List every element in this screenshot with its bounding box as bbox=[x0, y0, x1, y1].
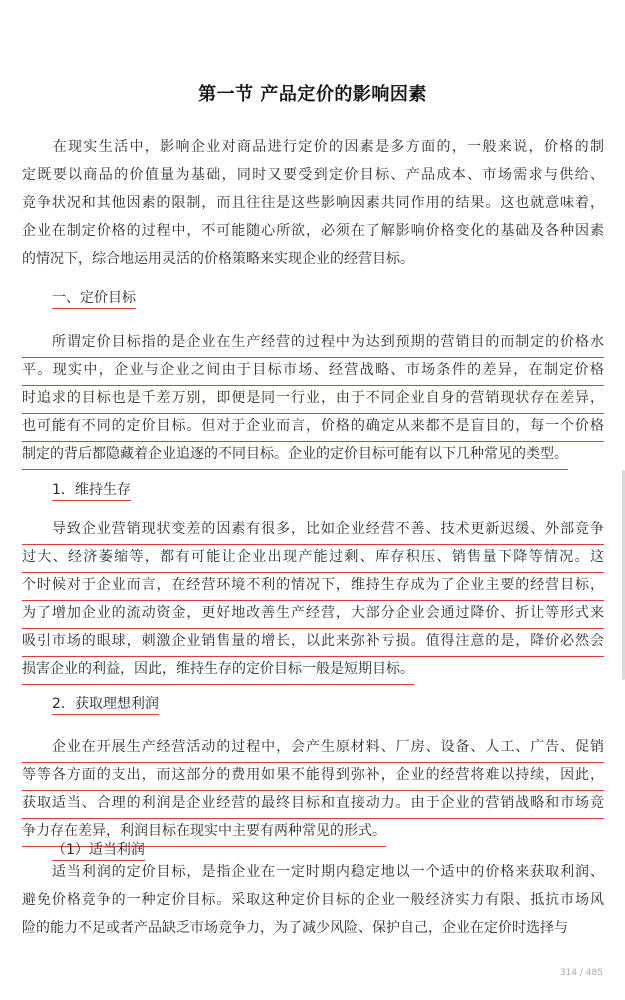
text-line-content: 竞争状况和其他因素的限制，而且往往是这些影响因素共同作用的结果。这也就意味着， bbox=[22, 195, 604, 211]
text-line bbox=[22, 384, 604, 412]
text-line-content: 定既要以商品的价值量为基础，同时又要受到定价目标、产品成本、市场需求与供给、 bbox=[22, 167, 604, 183]
text-line-content: 争力存在差异，利润目标在现实中主要有两种常见的形式。 bbox=[22, 817, 386, 847]
ideal-profit-paragraph bbox=[22, 733, 604, 845]
text-line bbox=[22, 655, 604, 683]
text-line-content: 时追求的目标也是千差万别，即便是同一行业，由于不同企业自身的营销现状存在差异， bbox=[22, 384, 604, 414]
text-line bbox=[22, 217, 604, 245]
text-line bbox=[22, 356, 604, 384]
text-line bbox=[22, 543, 604, 571]
text-line bbox=[22, 571, 604, 599]
text-line-content: 平。现实中，企业与企业之间由于目标市场、经营战略、市场条件的差异，在制定价格 bbox=[22, 356, 604, 386]
text-line-content: 吸引市场的眼球，刺激企业销售量的增长，以此来弥补亏损。值得注意的是，降价必然会 bbox=[22, 627, 604, 657]
subheading-label: 2．获取理想利润 bbox=[52, 696, 159, 715]
text-line bbox=[22, 440, 604, 468]
intro-paragraph bbox=[22, 133, 604, 273]
subheading-label: 1．维持生存 bbox=[52, 482, 131, 501]
text-line bbox=[22, 627, 604, 655]
text-line bbox=[22, 761, 604, 789]
text-line-content: 险的能力不足或者产品缺乏市场竞争力，为了减少风险、保护自己，企业在定价时选择与 bbox=[22, 920, 568, 936]
page-indicator: 314 / 485 bbox=[559, 968, 603, 978]
section-heading-label: 一、定价目标 bbox=[52, 290, 136, 309]
subheading-survival bbox=[52, 479, 131, 499]
text-line bbox=[22, 189, 604, 217]
text-line-content: 在现实生活中，影响企业对商品进行定价的因素是多方面的，一般来说，价格的制 bbox=[22, 139, 604, 155]
text-line-content: 制定的背后都隐藏着企业追逐的不同目标。企业的定价目标可能有以下几种常见的类型。 bbox=[22, 440, 568, 470]
text-line bbox=[22, 161, 604, 189]
text-line-content: 损害企业的利益，因此，维持生存的定价目标一般是短期目标。 bbox=[22, 655, 414, 685]
page-title: 第一节 产品定价的影响因素 bbox=[198, 84, 427, 105]
survival-paragraph bbox=[22, 515, 604, 683]
text-line-content: 为了增加企业的流动资金，更好地改善生产经营，大部分企业会通过降价、折让等形式来 bbox=[22, 599, 604, 629]
text-line bbox=[22, 733, 604, 761]
subheading-appropriate-profit bbox=[52, 839, 145, 859]
appropriate-profit-paragraph bbox=[22, 858, 604, 942]
text-line bbox=[22, 914, 604, 942]
text-line bbox=[22, 245, 604, 273]
text-line bbox=[22, 858, 604, 886]
text-line-content: 避免价格竞争的一种定价目标。采取这种定价目标的企业一般经济实力有限、抵抗市场风 bbox=[22, 892, 604, 908]
text-line-content: 所谓定价目标指的是企业在生产经营的过程中为达到预期的营销目的而制定的价格水 bbox=[22, 328, 604, 358]
subheading-ideal-profit bbox=[52, 693, 159, 713]
text-line-content: 获取适当、合理的利润是企业经营的最终目标和直接动力。由于企业的营销战略和市场竞 bbox=[22, 789, 604, 819]
text-line-content: 企业在开展生产经营活动的过程中，会产生原材料、厂房、设备、人工、广告、促销 bbox=[22, 733, 604, 763]
text-line-content: 等等各方面的支出，而这部分的费用如果不能得到弥补，企业的经营将难以持续，因此， bbox=[22, 761, 604, 791]
pricing-goals-paragraph bbox=[22, 328, 604, 468]
text-line bbox=[22, 599, 604, 627]
text-line-content: 适当利润的定价目标，是指企业在一定时期内稳定地以一个适中的价格来获取利润、 bbox=[22, 864, 604, 880]
text-line-content: 过大、经济萎缩等，都有可能让企业出现产能过剩、库存积压、销售量下降等情况。这 bbox=[22, 543, 604, 573]
text-line bbox=[22, 886, 604, 914]
section-heading-pricing-goals bbox=[52, 287, 136, 307]
text-line bbox=[22, 412, 604, 440]
text-line bbox=[22, 328, 604, 356]
text-line-content: 个时候对于企业而言，在经营环境不利的情况下，维持生存成为了企业主要的经营目标， bbox=[22, 571, 604, 601]
text-line bbox=[22, 789, 604, 817]
text-line-content: 导致企业营销现状变差的因素有很多，比如企业经营不善、技术更新迟缓、外部竞争 bbox=[22, 515, 604, 545]
text-line-content: 企业在制定价格的过程中，不可能随心所欲，必须在了解影响价格变化的基础及各种因素 bbox=[22, 223, 604, 239]
text-line-content: 也可能有不同的定价目标。但对于企业而言，价格的确定从来都不是盲目的，每一个价格 bbox=[22, 412, 604, 442]
text-line bbox=[22, 133, 604, 161]
subheading-label: （1）适当利润 bbox=[52, 842, 145, 861]
text-line bbox=[22, 515, 604, 543]
text-line-content: 的情况下，综合地运用灵活的价格策略来实现企业的经营目标。 bbox=[22, 251, 414, 267]
